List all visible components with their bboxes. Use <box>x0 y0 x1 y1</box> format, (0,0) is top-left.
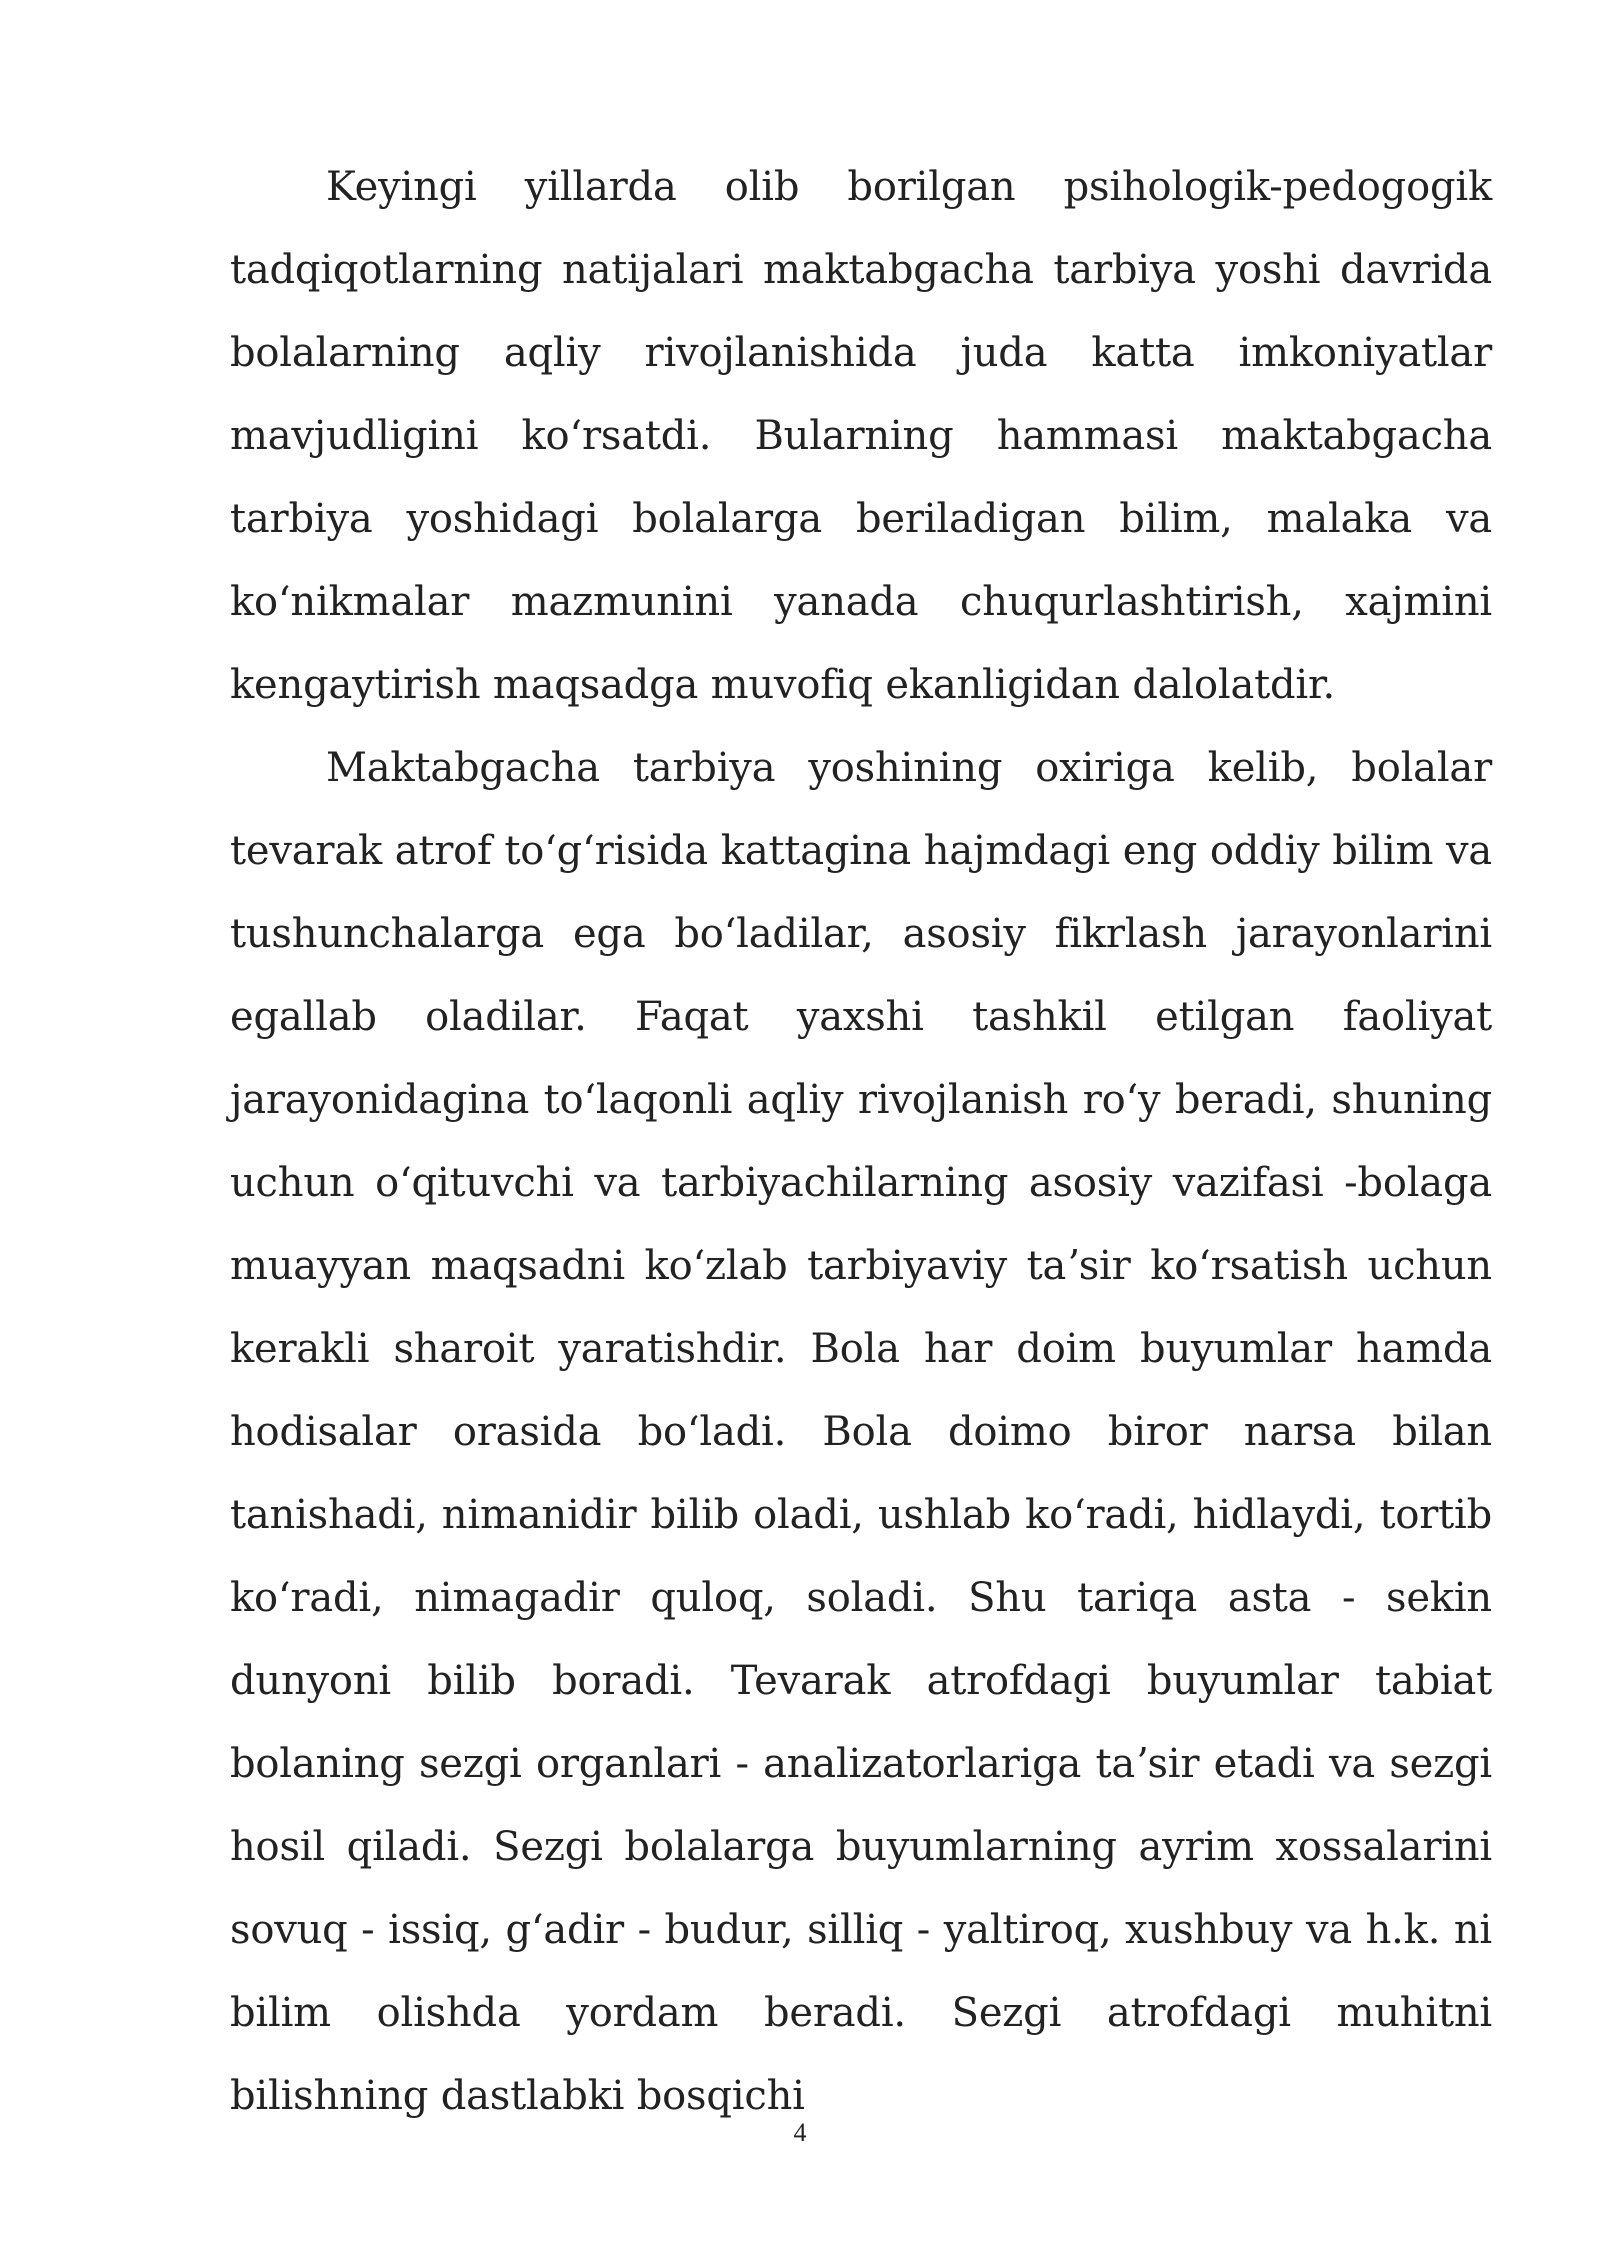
paragraph-2: Maktabgacha tarbiya yoshining oxiriga kelib, bolalar tevarak atrof toʻgʻrisida kattagina hajmdagi eng oddiy bilim va tushunchalarga ega boʻladilar, asosiy fikrlash jarayonlarini egallab oladilar. Faqat yaxshi tashkil etilgan faoliyat jarayonidagina toʻlaqonli aqliy rivojlanish roʻy beradi, shuning uchun oʻqituvchi va tarbiyachilarning asosiy vazifasi -bolaga muayyan maqsadni koʻzlab tarbiyaviy taʼsir koʻrsatish uchun kerakli sharoit yaratishdir. Bola har doim buyumlar hamda hodisalar orasida boʻladi. Bola doimo biror narsa bilan tanishadi, nimanidir bilib oladi, ushlab koʻradi, hidlaydi, tortib koʻradi, nimagadir quloq, soladi. Shu tariqa asta - sekin dunyoni bilib boradi. Tevarak atrofdagi buyumlar tabiat bolaning sezgi organlari - analizatorlariga taʼsir etadi va sezgi hosil qiladi. Sezgi bolalarga buyumlarning ayrim xossalarini sovuq - issiq, gʻadir - budur, silliq - yaltiroq, xushbuy va h.k. ni bilim olishda yordam beradi. Sezgi atrofdagi muhitni bilishning dastlabki bosqichi <box>230 745 1492 2119</box>
page-number: 4 <box>793 2118 807 2147</box>
body-text <box>230 146 1492 2138</box>
paragraph-1: Keyingi yillarda olib borilgan psihologik-pedogogik tadqiqotlarning natijalari maktabgacha tarbiya yoshi davrida bolalarning aqliy rivojlanishida juda katta imkoniyatlar mavjudligini koʻrsatdi. Bularning hammasi maktabgacha tarbiya yoshidagi bolalarga beriladigan bilim, malaka va koʻnikmalar mazmunini yanada chuqurlashtirish, xajmini kengaytirish maqsadga muvofiq ekanligidan dalolatdir. <box>230 164 1492 708</box>
